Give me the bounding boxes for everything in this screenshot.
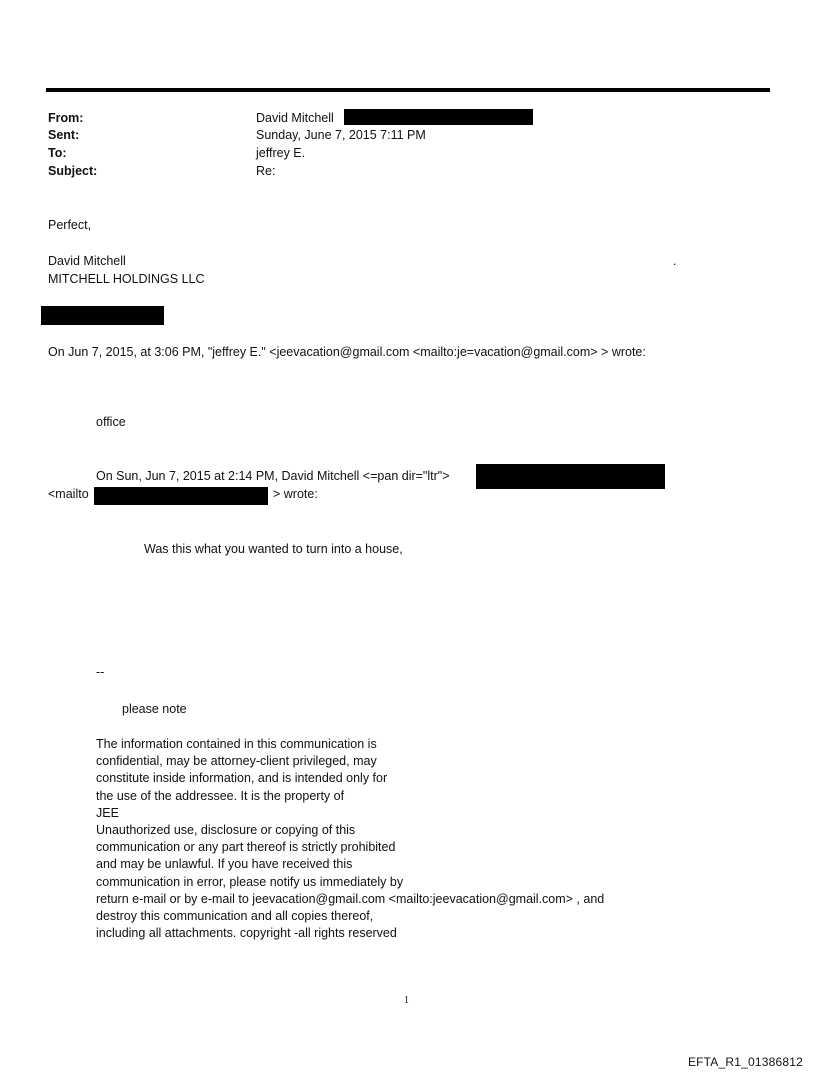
sent-label: Sent: (48, 128, 80, 142)
quote1-header: On Jun 7, 2015, at 3:06 PM, "jeffrey E." <jeevacation@gmail.com <mailto:je=vacation@gmail.com> > wrote: (48, 345, 646, 359)
disclaimer-line: constitute inside information, and is intended only for (96, 771, 388, 786)
redaction-quote2-email (476, 464, 665, 489)
disclaimer-line: the use of the addressee. It is the property of (96, 788, 345, 803)
disclaimer-line: communication in error, please notify us immediately by (96, 874, 404, 889)
quote2-text: Was this what you wanted to turn into a house, (144, 542, 403, 556)
subject-value: Re: (256, 164, 276, 178)
sent-value: Sunday, June 7, 2015 7:11 PM (256, 128, 426, 142)
signature-company: MITCHELL HOLDINGS LLC (48, 272, 205, 286)
bates-number: EFTA_R1_01386812 (687, 1055, 803, 1069)
disclaimer-line: JEE (96, 805, 119, 820)
disclaimer-line: return e-mail or by e-mail to jeevacation@gmail.com <mailto:jeevacation@gmail.com> , and (96, 891, 605, 906)
to-label: To: (48, 146, 67, 160)
redaction-quote2-mailto (94, 487, 268, 505)
quote2-header-mailto: <mailto (48, 487, 89, 501)
greeting: Perfect, (48, 218, 92, 232)
disclaimer-line: communication or any part thereof is strictly prohibited (96, 840, 396, 855)
signature-separator: -- (96, 665, 105, 679)
redaction-from-email (344, 109, 533, 125)
header-rule (46, 88, 770, 92)
to-value: jeffrey E. (256, 146, 306, 160)
disclaimer-line: The information contained in this communication is (96, 737, 377, 751)
disclaimer-line: and may be unlawful. If you have received this (96, 857, 353, 872)
quote2-header-wrote: > wrote: (273, 487, 318, 501)
disclaimer-line: confidential, may be attorney-client privileged, may (96, 754, 377, 769)
from-label: From: (48, 111, 84, 125)
signature-dot: . (673, 254, 677, 268)
signature-name: David Mitchell (48, 254, 126, 268)
quote1-text: office (96, 415, 126, 429)
please-note: please note (122, 702, 187, 716)
disclaimer-line: including all attachments. copyright -all rights reserved (96, 926, 397, 941)
quote2-header-line1: On Sun, Jun 7, 2015 at 2:14 PM, David Mitchell <=pan dir="ltr"> (96, 469, 450, 483)
disclaimer-line: destroy this communication and all copies thereof, (96, 909, 374, 924)
subject-label: Subject: (48, 164, 98, 178)
confidentiality-disclaimer (96, 736, 604, 942)
from-value: David Mitchell (256, 111, 334, 125)
disclaimer-line: Unauthorized use, disclosure or copying of this (96, 823, 356, 838)
page-number: 1 (404, 995, 409, 1006)
redaction-signature (41, 306, 164, 325)
